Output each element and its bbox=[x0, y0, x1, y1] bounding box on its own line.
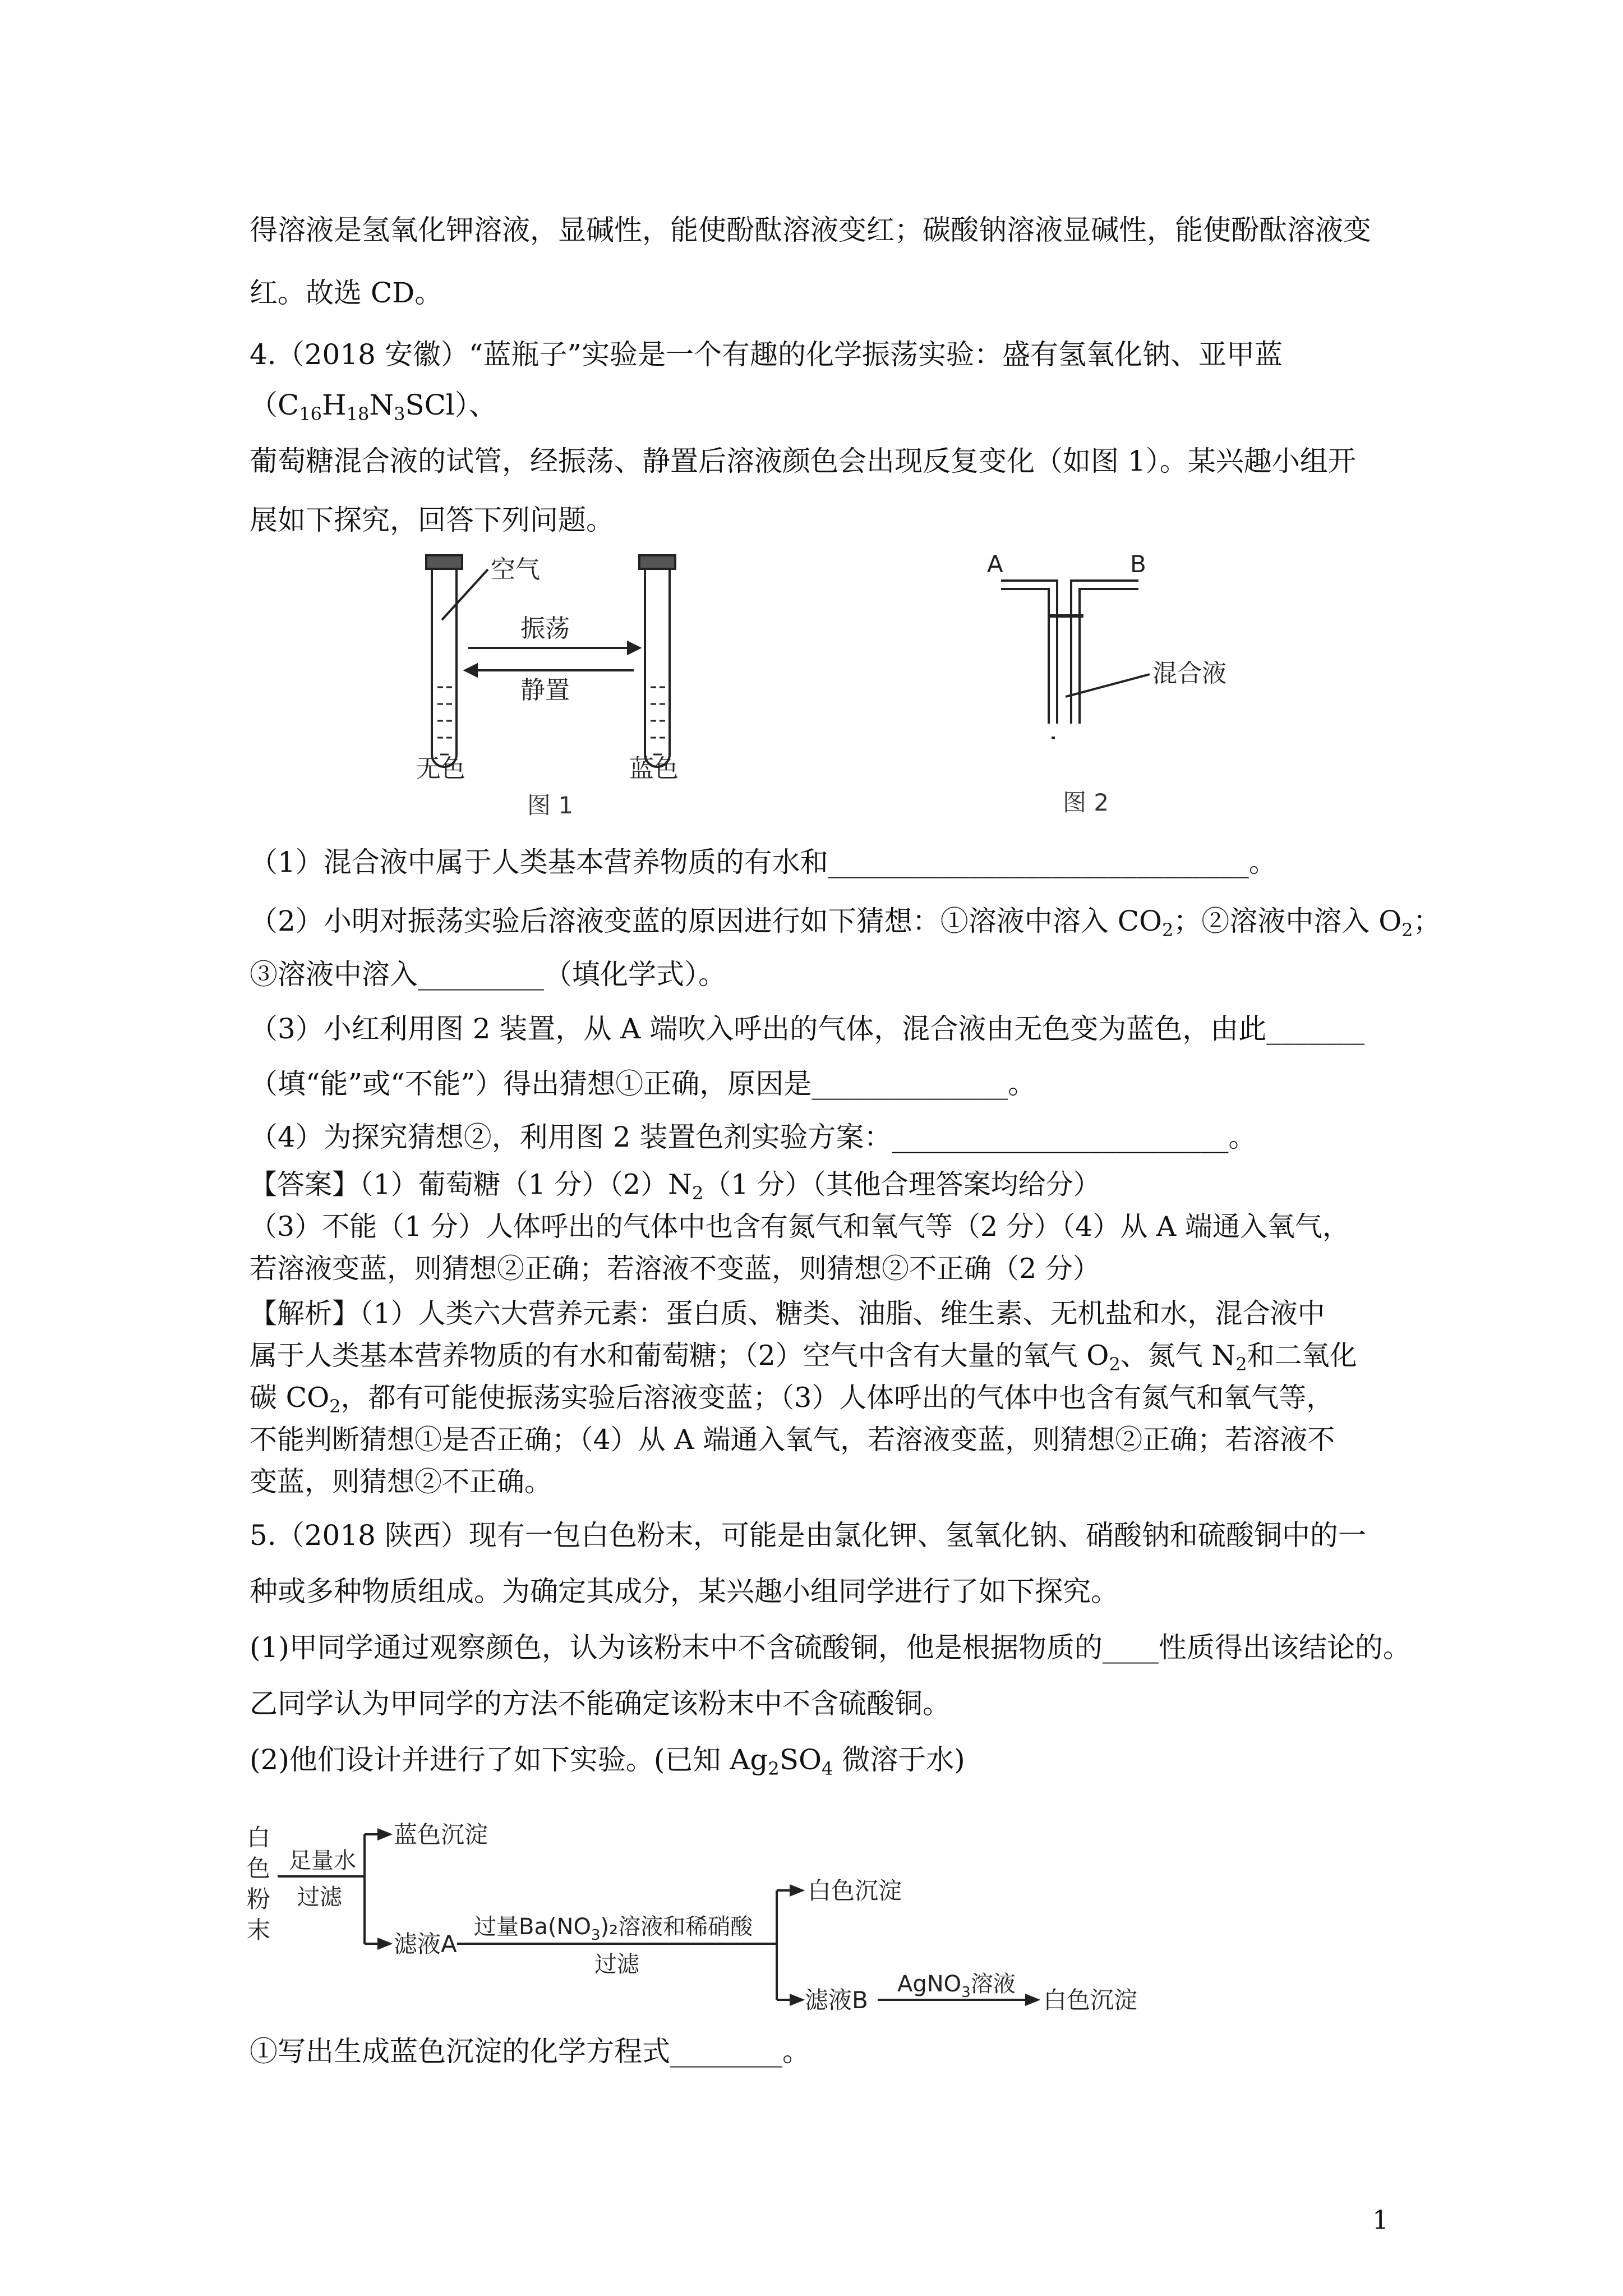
filter-label-2: 过滤 bbox=[594, 1952, 639, 1977]
reagent-label bbox=[474, 1914, 753, 1944]
white-precipitate-2: 白色沉淀 bbox=[1043, 1986, 1138, 2014]
question-4: （4）为探究猜想②，利用图 2 装置色剂实验方案：________________________。 bbox=[250, 1121, 1257, 1153]
text-run: （C bbox=[250, 389, 299, 421]
text-run: ，都有可能使振荡实验后溶液变蓝；（3）人体呼出的气体中也含有氮气和氧气等， bbox=[340, 1382, 1334, 1414]
air-label: 空气 bbox=[491, 555, 540, 584]
filtrate-b: 滤液B bbox=[805, 1986, 868, 2014]
subscript: 2 bbox=[1109, 1354, 1121, 1375]
question-3: （3）小红利用图 2 装置，从 A 端吹入呼出的气体，混合液由无色变为蓝色，由此_______ bbox=[250, 1013, 1365, 1045]
formula-line bbox=[250, 387, 497, 423]
end-a-label: A bbox=[987, 550, 1003, 578]
filter-label: 过滤 bbox=[297, 1884, 342, 1910]
text-run: （1 分）（其他合理答案均给分） bbox=[703, 1168, 1101, 1200]
subscript: 2 bbox=[1235, 1354, 1247, 1375]
text-run: （2）小明对振荡实验后溶液变蓝的原因进行如下猜想：①溶液中溶入 CO bbox=[250, 905, 1162, 937]
answer-line: （3）不能（1 分）人体呼出的气体中也含有氮气和氧气等（2 分）（4）从 A 端通入氧气， bbox=[250, 1211, 1350, 1243]
blue-label: 蓝色 bbox=[629, 754, 679, 783]
explanation-line bbox=[250, 1380, 1334, 1416]
subscript: 4 bbox=[821, 1758, 833, 1779]
subscript: 3 bbox=[394, 403, 405, 425]
start-char: 白 bbox=[247, 1824, 271, 1851]
agno3-tail: 溶液 bbox=[970, 1971, 1016, 1997]
figure-1 bbox=[393, 553, 785, 827]
explanation-line: 不能判断猜想①是否正确；（4）从 A 端通入氧气，若溶液变蓝，则猜想②正确；若溶液不 bbox=[250, 1424, 1335, 1456]
text-run: 和二氧化 bbox=[1247, 1340, 1357, 1372]
text-run: (2)他们设计并进行了如下实验。(已知 Ag bbox=[250, 1743, 768, 1776]
start-char: 粉 bbox=[247, 1885, 271, 1913]
subscript: 2 bbox=[1401, 919, 1413, 941]
question-2 bbox=[250, 903, 1441, 939]
blue-precipitate: 蓝色沉淀 bbox=[394, 1821, 488, 1848]
text-line: 乙同学认为甲同学的方法不能确定该粉末中不含硫酸铜。 bbox=[250, 1687, 951, 1720]
text-run: 微溶于水) bbox=[833, 1743, 965, 1776]
text-line: 葡萄糖混合液的试管，经振荡、静置后溶液颜色会出现反复变化（如图 1）。某兴趣小组开 bbox=[250, 445, 1356, 477]
reagent-subscript: 3 bbox=[591, 1927, 601, 1944]
subscript: 2 bbox=[1161, 919, 1174, 941]
figure-1-caption: 图 1 bbox=[527, 792, 574, 819]
question-3-cont: （填“能”或“不能”）得出猜想①正确，原因是______________。 bbox=[250, 1068, 1036, 1100]
question-2-cont: ③溶液中溶入_________（填化学式）。 bbox=[250, 958, 726, 991]
figure-2 bbox=[981, 550, 1262, 825]
answer-line: 若溶液变蓝，则猜想②正确；若溶液不变蓝，则猜想②不正确（2 分） bbox=[250, 1253, 1100, 1285]
text-run: 【答案】（1）葡萄糖（1 分）（2）N bbox=[250, 1168, 692, 1200]
colorless-label: 无色 bbox=[416, 754, 465, 783]
problem-5-q2 bbox=[250, 1742, 965, 1778]
text-run: SO bbox=[779, 1743, 822, 1776]
figure-2-caption: 图 2 bbox=[1063, 789, 1109, 816]
problem-5-q2-1: ①写出生成蓝色沉淀的化学方程式________。 bbox=[250, 2035, 810, 2068]
mixture-label: 混合液 bbox=[1152, 659, 1227, 688]
reagent-tail: )₂溶液和稀硝酸 bbox=[600, 1914, 753, 1940]
subscript: 18 bbox=[346, 403, 370, 425]
experiment-flowchart bbox=[247, 1812, 1200, 2014]
text-run: N bbox=[369, 389, 394, 421]
subscript: 16 bbox=[299, 403, 322, 425]
explanation-line: 【解析】（1）人类六大营养元素：蛋白质、糖类、油脂、维生素、无机盐和水，混合液中 bbox=[250, 1297, 1325, 1329]
white-precipitate-1: 白色沉淀 bbox=[808, 1877, 902, 1904]
end-b-label: B bbox=[1130, 550, 1146, 578]
problem-5-q1: (1)甲同学通过观察颜色，认为该粉末中不含硫酸铜，他是根据物质的____性质得出该结论的。 bbox=[250, 1631, 1411, 1664]
explanation-line: 变蓝，则猜想②不正确。 bbox=[250, 1466, 552, 1498]
answer-line bbox=[250, 1167, 1101, 1203]
text-run: H bbox=[321, 389, 347, 421]
text-line: 红。故选 CD。 bbox=[250, 277, 443, 309]
problem-4-header: 4.（2018 安徽）“蓝瓶子”实验是一个有趣的化学振荡实验：盛有氢氧化钠、亚甲蓝 bbox=[250, 338, 1283, 371]
text-run: ；②溶液中溶入 O bbox=[1173, 905, 1402, 937]
text-line: 种或多种物质组成。为确定其成分，某兴趣小组同学进行了如下探究。 bbox=[250, 1575, 1119, 1608]
text-run: 属于人类基本营养物质的有水和葡萄糖；（2）空气中含有大量的氧气 O bbox=[250, 1340, 1109, 1372]
subscript: 2 bbox=[691, 1182, 704, 1204]
shake-label: 振荡 bbox=[520, 614, 570, 643]
explanation-line bbox=[250, 1338, 1357, 1374]
page-number: 1 bbox=[1372, 2205, 1389, 2235]
subscript: 2 bbox=[768, 1758, 780, 1779]
agno3-subscript: 3 bbox=[961, 1984, 971, 2001]
text-run: ； bbox=[1413, 905, 1441, 937]
start-char: 色 bbox=[247, 1855, 271, 1882]
problem-5-header: 5.（2018 陕西）现有一包白色粉末，可能是由氯化钾、氢氧化钠、硝酸钠和硫酸铜中的一 bbox=[250, 1519, 1366, 1552]
question-1: （1）混合液中属于人类基本营养物质的有水和______________________________。 bbox=[250, 846, 1277, 878]
start-char: 末 bbox=[247, 1916, 271, 1944]
agno3-label bbox=[897, 1971, 1016, 2001]
still-label: 静置 bbox=[520, 676, 570, 705]
reagent-text: 过量Ba(NO bbox=[474, 1914, 591, 1940]
text-run: 、氮气 N bbox=[1120, 1340, 1236, 1372]
text-line: 得溶液是氢氧化钾溶液，显碱性，能使酚酞溶液变红；碳酸钠溶液显碱性，能使酚酞溶液变 bbox=[250, 214, 1371, 246]
text-line: 展如下探究，回答下列问题。 bbox=[250, 504, 614, 536]
filtrate-a: 滤液A bbox=[394, 1930, 457, 1958]
agno3-text: AgNO bbox=[897, 1971, 962, 1997]
water-label: 足量水 bbox=[289, 1848, 356, 1874]
text-run: SCl）、 bbox=[405, 389, 497, 421]
subscript: 2 bbox=[329, 1396, 341, 1417]
text-run: 碳 CO bbox=[250, 1382, 330, 1414]
